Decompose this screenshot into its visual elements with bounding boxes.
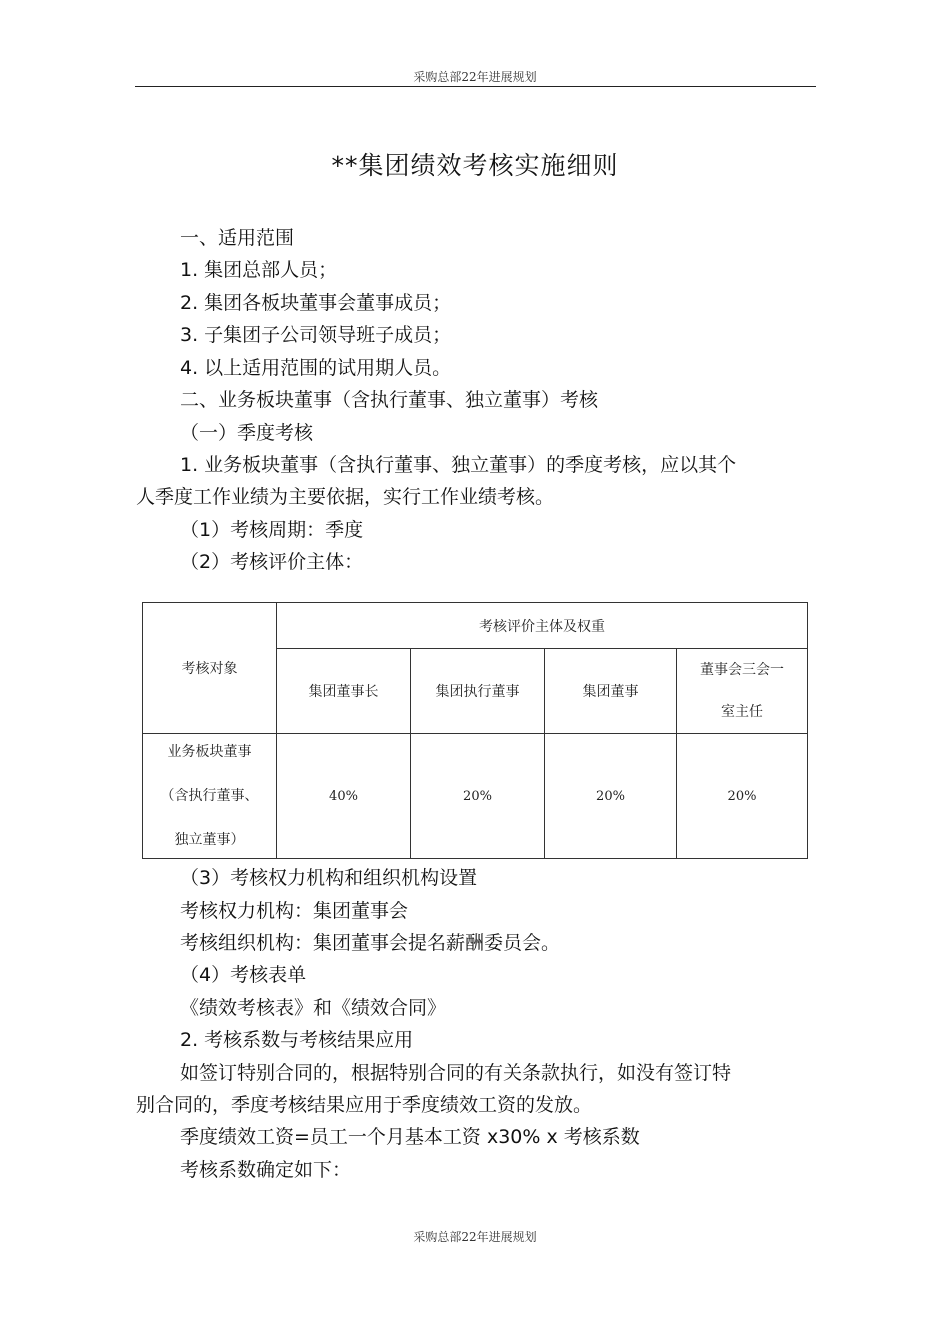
assessment-weight-table [142, 602, 808, 859]
document-title: **集团绩效考核实施细则 [331, 151, 619, 180]
coefficient-heading: 2. 考核系数与考核结果应用 [180, 1029, 414, 1051]
assessment-authority-heading: （3）考核权力机构和组织机构设置 [180, 867, 478, 889]
salary-formula: 季度绩效工资=员工一个月基本工资 x30% x 考核系数 [180, 1126, 640, 1148]
table-col-committee-head-line2: 室主任 [721, 704, 763, 720]
page-header: 采购总部22年进展规划 [413, 70, 537, 84]
table-row-object-line3: 独立董事） [174, 832, 245, 848]
table-col-chairman: 集团董事长 [277, 649, 411, 734]
header-rule [135, 86, 816, 87]
assessment-authority: 考核权力机构：集团董事会 [180, 900, 409, 922]
coefficient-intro: 考核系数确定如下： [180, 1159, 352, 1181]
assessment-forms-heading: （4）考核表单 [180, 964, 307, 986]
table-row-object-line2: （含执行董事、 [160, 788, 259, 804]
table-weight-chairman: 40% [277, 734, 411, 859]
table-header-object: 考核对象 [143, 603, 277, 734]
table-weight-director: 20% [545, 734, 677, 859]
table-weight-committee-head: 20% [677, 734, 808, 859]
assessment-period: （1）考核周期：季度 [180, 519, 364, 541]
paragraph-line: 如签订特别合同的，根据特别合同的有关条款执行，如没有签订特 [180, 1062, 732, 1084]
section-heading-scope: 一、适用范围 [180, 227, 295, 249]
table-col-executive-director: 集团执行董事 [411, 649, 545, 734]
scope-item-4: 4. 以上适用范围的试用期人员。 [180, 357, 452, 379]
table-row-object-line1: 业务板块董事 [167, 744, 252, 760]
subsection-quarterly: （一）季度考核 [180, 422, 314, 444]
paragraph-line: 别合同的，季度考核结果应用于季度绩效工资的发放。 [136, 1094, 593, 1116]
assessment-organization: 考核组织机构：集团董事会提名薪酬委员会。 [180, 932, 561, 954]
assessment-forms: 《绩效考核表》和《绩效合同》 [180, 997, 447, 1019]
scope-item-2: 2. 集团各板块董事会董事成员； [180, 292, 452, 314]
scope-item-1: 1. 集团总部人员； [180, 259, 338, 281]
paragraph-line: 人季度工作业绩为主要依据，实行工作业绩考核。 [136, 486, 555, 508]
scope-item-3: 3. 子集团子公司领导班子成员； [180, 324, 452, 346]
table-col-director: 集团董事 [545, 649, 677, 734]
table-col-committee-head [677, 649, 808, 734]
assessment-subject: （2）考核评价主体： [180, 551, 364, 573]
table-weight-executive-director: 20% [411, 734, 545, 859]
page-footer: 采购总部22年进展规划 [413, 1230, 537, 1244]
table-col-committee-head-line1: 董事会三会一 [700, 662, 784, 678]
table-header-group: 考核评价主体及权重 [277, 603, 808, 649]
table-row-object [143, 734, 277, 859]
section-heading-board: 二、业务板块董事（含执行董事、独立董事）考核 [180, 389, 599, 411]
paragraph-line: 1. 业务板块董事（含执行董事、独立董事）的季度考核，应以其个 [180, 454, 737, 476]
